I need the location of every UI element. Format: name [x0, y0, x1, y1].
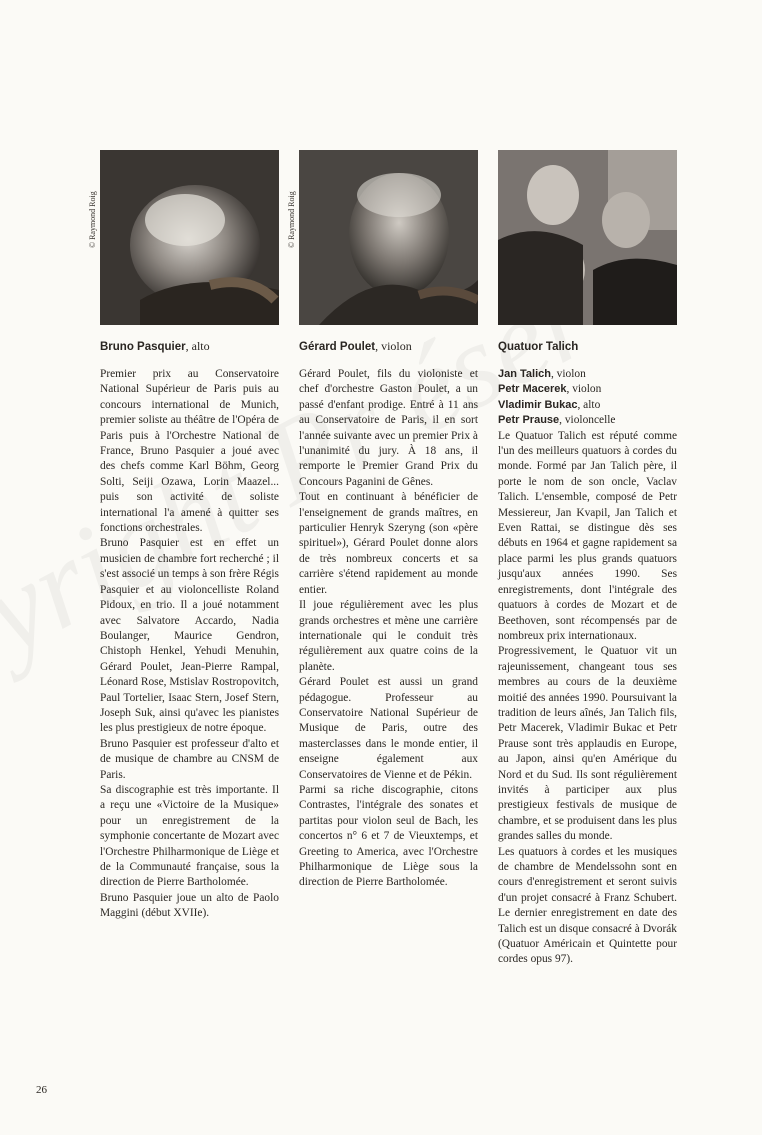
- column-bruno-pasquier: [100, 150, 279, 922]
- paragraph: Le Quatuor Talich est réputé comme l'un des meilleurs quatuors à cordes du monde. Formé par Jan Talich père, il porte le nom de son oncle, Vaclav Talich. L'ensemble, composé de Petr Messiereur, Jan Kvapil, Jan Talich et Even Rattai, se distingue dès ses débuts en 1964 et gagne rapidement sa place parmi les plus grands quatuors jusqu'aux années 1990. Ses enregistrements, dont l'intégrale des quatuors à cordes de Mozart et de Beethoven, sont récompensés par de nombreux prix internationaux.: [498, 429, 677, 642]
- portrait-photo-gerard-poulet: [299, 150, 478, 325]
- paragraph: Sa discographie est très importante. Il a reçu une «Victoire de la Musique» pour un enregistrement de la symphonie concertante de Mozart avec l'Orchestre Philharmonique de Liège et de la Communauté française, sous la direction de Pierre Bartholomée.: [100, 783, 279, 889]
- member-name: Petr Prause: [498, 414, 560, 427]
- member-item: [498, 413, 677, 428]
- artist-heading: [100, 339, 279, 355]
- ensemble-name: Quatuor Talich: [498, 341, 579, 353]
- member-name: Jan Talich: [498, 368, 551, 380]
- column-quatuor-talich: [498, 150, 677, 968]
- paragraph: Gérard Poulet est aussi un grand pédagogue. Professeur au Conservatoire National Supérieur de Musique de Paris, outre des masterclasses dans le monde entier, il enseigne également aux Conservatoires de Vienne et de Pékin.: [299, 676, 478, 781]
- biography-text: [100, 367, 279, 922]
- paragraph: Les quatuors à cordes et les musiques de chambre de Mendelssohn sont en cours d'enregistrement et seront suivis d'un projet consacré à Franz Schubert. Le dernier enregistrement en date des Talich est un disque consacré à Dvorák (Quatuor Américain et Quintette pour cordes opus 97).: [498, 845, 677, 966]
- member-instrument: , violoncelle: [559, 414, 616, 427]
- artist-name: Bruno Pasquier: [100, 341, 186, 353]
- member-item: [498, 382, 677, 397]
- column-gerard-poulet: [299, 150, 478, 891]
- paragraph: Bruno Pasquier est en effet un musicien de chambre fort recherché ; il s'est associé un temps à son frère Régis Pasquier et au violoncelliste Roland Pidoux, en trio. Il a joué notamment avec Salvatore Accardo, Nadia Boulanger, Maurice Gendron, Chistoph Henkel, Yehudi Menuhin, Gérard Poulet, Jean-Pierre Rampal, Léonard Rose, Mstislav Rostropovitch, Paul Tortelier, Isaac Stern, Josef Stern, Joseph Suk, ainsi qu'avec les pianistes les plus prestigieux de notre époque.: [100, 537, 279, 735]
- biography-text: [498, 429, 677, 968]
- paragraph: Progressivement, le Quatuor vit un rajeunissement, changeant tous ses membres au cours de la deuxième moitié des années 1990. Poursuivant la tradition de leurs aînés, Jan Talich fils, Petr Macerek, Vladimir Bukac et Petr Prause sont très applaudis en Europe, au Japon, ainsi qu'en Amérique du Nord et du Sud. Ils sont régulièrement invités à participer aux plus prestigieux festivals de musique de chambre, et se produisent dans les plus grandes salles du monde.: [498, 645, 677, 843]
- biography-text: [299, 367, 478, 891]
- ensemble-heading: [498, 339, 677, 355]
- page-number: 26: [36, 1084, 47, 1096]
- paragraph: Il joue régulièrement avec les plus grands orchestres et mène une carrière internationale qui le conduit très régulièrement aux quatre coins de la planète.: [299, 599, 478, 673]
- paragraph: Parmi sa riche discographie, citons Contrastes, l'intégrale des sonates et partitas pour violon seul de Bach, les concertos n° 6 et 7 de Vieuxtemps, et Greeting to America, avec l'Orchestre Philharmonique de Liège sous la direction de Pierre Bartholomée.: [299, 783, 478, 889]
- paragraph: Bruno Pasquier est professeur d'alto et de musique de chambre au CNSM de Paris.: [100, 737, 279, 781]
- artist-heading: [299, 339, 478, 355]
- paragraph: Premier prix au Conservatoire National Supérieur de Paris puis au concours international de Munich, premier soliste au théâtre de l'Opéra de Paris puis à l'Orchestre National de France, Bruno Pasquier a joué avec des chefs comme Karl Böhm, Georg Solti, Seiji Ozawa, Lorin Maazel... puis son activité de soliste international l'a amené à quitter ses fonctions orchestrales.: [100, 368, 279, 535]
- artist-name: Gérard Poulet: [299, 341, 376, 353]
- photo-credit: © Raymond Roig: [287, 191, 296, 248]
- member-list: [498, 367, 677, 429]
- paragraph: Tout en continuant à bénéficier de l'enseignement de grands maîtres, en particulier Henryk Szeryng (son «père spirituel»), Gérard Poulet donne alors de très nombreux concerts et sa carrière s'étend rapidement au monde entier.: [299, 491, 478, 596]
- member-item: [498, 367, 677, 382]
- paragraph: Gérard Poulet, fils du violoniste et chef d'orchestre Gaston Poulet, a un passé d'enfant prodige. Entré à 11 ans au Conservatoire de Paris, il en sort l'année suivante avec un premier Prix à l'unanimité du jury. À 18 ans, il remporte le Premier Grand Prix du Concours Paganini de Gênes.: [299, 368, 478, 488]
- portrait-photo-bruno-pasquier: [100, 150, 279, 325]
- artist-instrument: , violon: [375, 339, 412, 353]
- member-instrument: , alto: [577, 398, 601, 411]
- member-name: Vladimir Bukac: [498, 398, 578, 411]
- member-instrument: , violon: [566, 383, 602, 396]
- paragraph: Bruno Pasquier joue un alto de Paolo Maggini (début XVIIe).: [100, 891, 279, 920]
- member-name: Petr Macerek: [498, 383, 567, 396]
- photo-credit: © Raymond Roig: [88, 191, 97, 248]
- artist-instrument: , alto: [185, 339, 210, 353]
- member-item: [498, 398, 677, 413]
- group-photo-quatuor-talich: [498, 150, 677, 325]
- member-instrument: , violon: [550, 368, 586, 380]
